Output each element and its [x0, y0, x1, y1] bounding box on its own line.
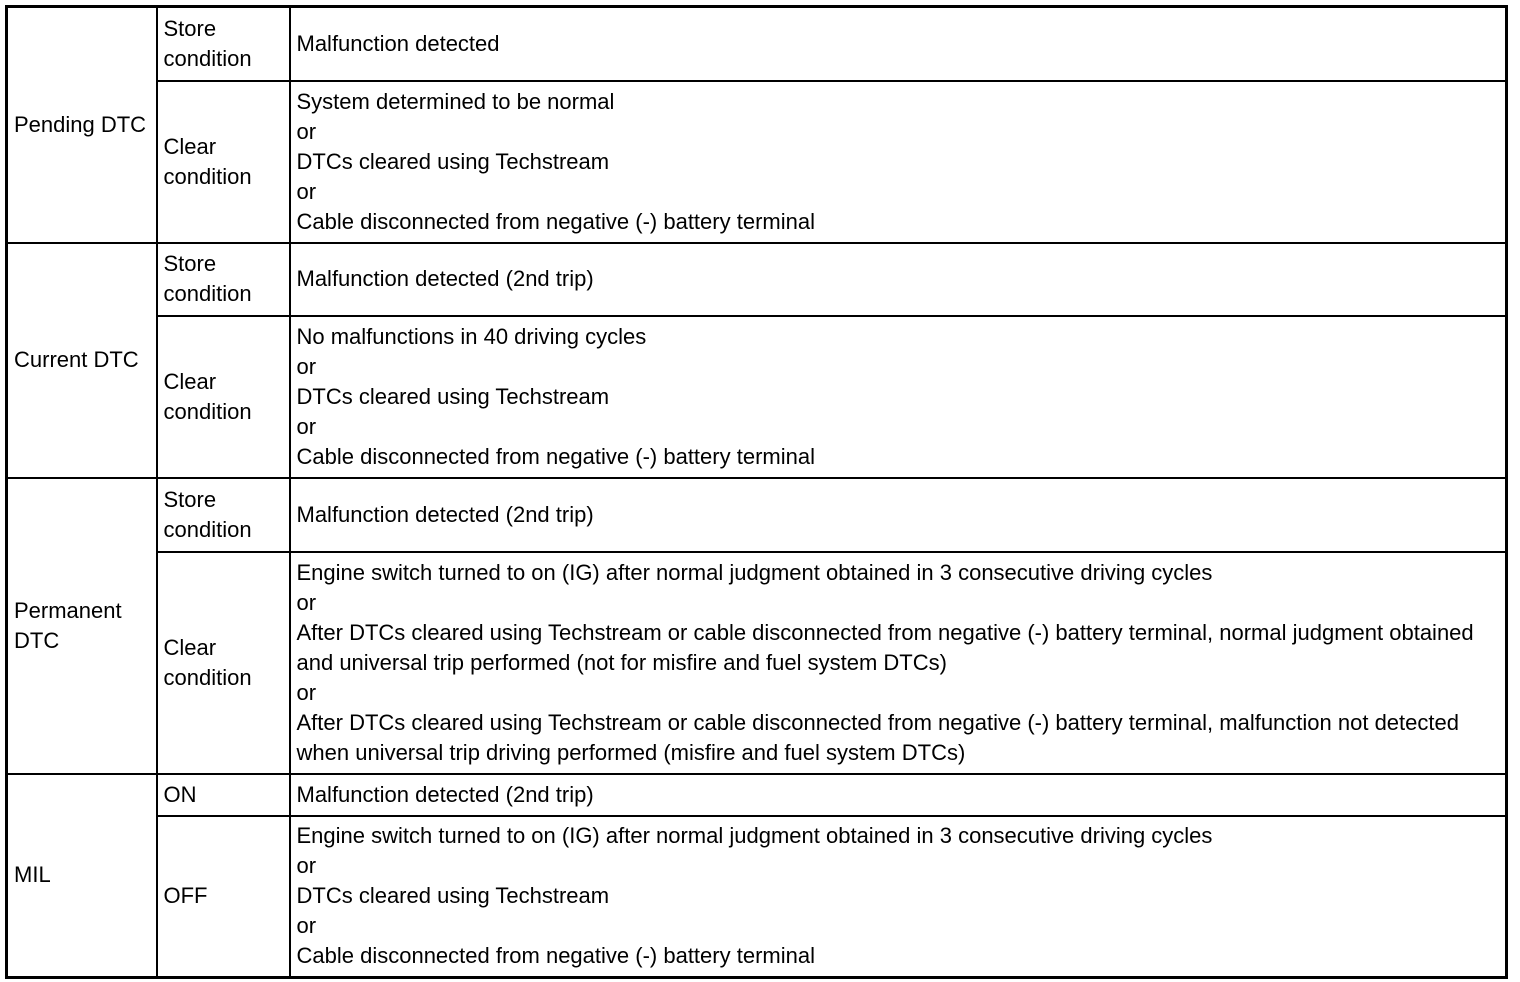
- category-label: MIL: [14, 862, 51, 888]
- condition-label: Store: [163, 486, 217, 512]
- description-line: or: [296, 679, 317, 705]
- description-line: or: [296, 178, 317, 204]
- description-line: Malfunction detected: [296, 30, 500, 56]
- condition-cell: [157, 81, 290, 243]
- description-line: DTCs cleared using Techstream: [296, 383, 610, 409]
- description-line: or: [296, 413, 317, 439]
- condition-cell: [157, 316, 290, 478]
- category-cell-pending-dtc: [7, 7, 157, 243]
- description-line: or: [296, 913, 317, 939]
- table-row: [7, 316, 1507, 478]
- description-line: System determined to be normal: [296, 88, 615, 114]
- description-cell: [290, 81, 1507, 243]
- description-line: After DTCs cleared using Techstream or cable disconnected from negative (-) battery terminal, malfunction not detected when universal trip driving performed (misfire and fuel system DTCs): [296, 709, 1459, 765]
- condition-label: Store: [163, 15, 217, 41]
- description-cell: [290, 478, 1507, 552]
- description-line: Malfunction detected (2nd trip): [296, 781, 594, 807]
- category-label: Permanent DTC: [14, 597, 122, 653]
- dtc-condition-table: [5, 5, 1508, 979]
- condition-cell: [157, 816, 290, 978]
- condition-label: condition: [163, 163, 252, 189]
- category-cell-current-dtc: [7, 243, 157, 478]
- description-line: Cable disconnected from negative (-) battery terminal: [296, 443, 815, 469]
- description-line: Cable disconnected from negative (-) battery terminal: [296, 943, 815, 969]
- condition-cell: [157, 478, 290, 552]
- description-line: Cable disconnected from negative (-) battery terminal: [296, 208, 815, 234]
- table-row: [7, 552, 1507, 774]
- description-cell: [290, 243, 1507, 316]
- description-line: Engine switch turned to on (IG) after normal judgment obtained in 3 consecutive driving cycles: [296, 823, 1213, 849]
- category-label: Pending DTC: [14, 111, 147, 137]
- description-line: or: [296, 353, 317, 379]
- description-cell: [290, 316, 1507, 478]
- condition-label: Clear: [163, 634, 217, 660]
- description-cell: [290, 7, 1507, 81]
- condition-label: condition: [163, 516, 252, 542]
- category-cell-permanent-dtc: [7, 478, 157, 774]
- description-line: Engine switch turned to on (IG) after normal judgment obtained in 3 consecutive driving cycles: [296, 559, 1213, 585]
- condition-label: ON: [163, 781, 197, 807]
- condition-label: condition: [163, 45, 252, 71]
- condition-label: Clear: [163, 368, 217, 394]
- description-line: No malfunctions in 40 driving cycles: [296, 323, 647, 349]
- description-line: Malfunction detected (2nd trip): [296, 266, 594, 291]
- condition-label: condition: [163, 398, 252, 424]
- description-line: Malfunction detected (2nd trip): [296, 501, 594, 527]
- table-row: [7, 816, 1507, 978]
- condition-label: Clear: [163, 133, 217, 159]
- category-cell-mil: [7, 774, 157, 978]
- category-label: Current DTC: [14, 347, 139, 372]
- condition-cell: [157, 7, 290, 81]
- description-line: or: [296, 589, 317, 615]
- condition-cell: [157, 552, 290, 774]
- description-cell: [290, 816, 1507, 978]
- condition-label: condition: [163, 664, 252, 690]
- condition-cell: [157, 243, 290, 316]
- condition-cell: [157, 774, 290, 816]
- condition-label: Store: [163, 251, 217, 276]
- table-row: [7, 243, 1507, 316]
- description-cell: [290, 774, 1507, 816]
- description-line: or: [296, 853, 317, 879]
- description-line: After DTCs cleared using Techstream or cable disconnected from negative (-) battery terminal, normal judgment obtained and universal trip performed (not for misfire and fuel system DTCs): [296, 619, 1474, 675]
- description-line: or: [296, 118, 317, 144]
- table-row: [7, 7, 1507, 81]
- table-row: [7, 478, 1507, 552]
- condition-label: OFF: [163, 883, 208, 909]
- description-line: DTCs cleared using Techstream: [296, 883, 610, 909]
- table-row: [7, 81, 1507, 243]
- table-row: [7, 774, 1507, 816]
- description-line: DTCs cleared using Techstream: [296, 148, 610, 174]
- condition-label: condition: [163, 281, 252, 306]
- description-cell: [290, 552, 1507, 774]
